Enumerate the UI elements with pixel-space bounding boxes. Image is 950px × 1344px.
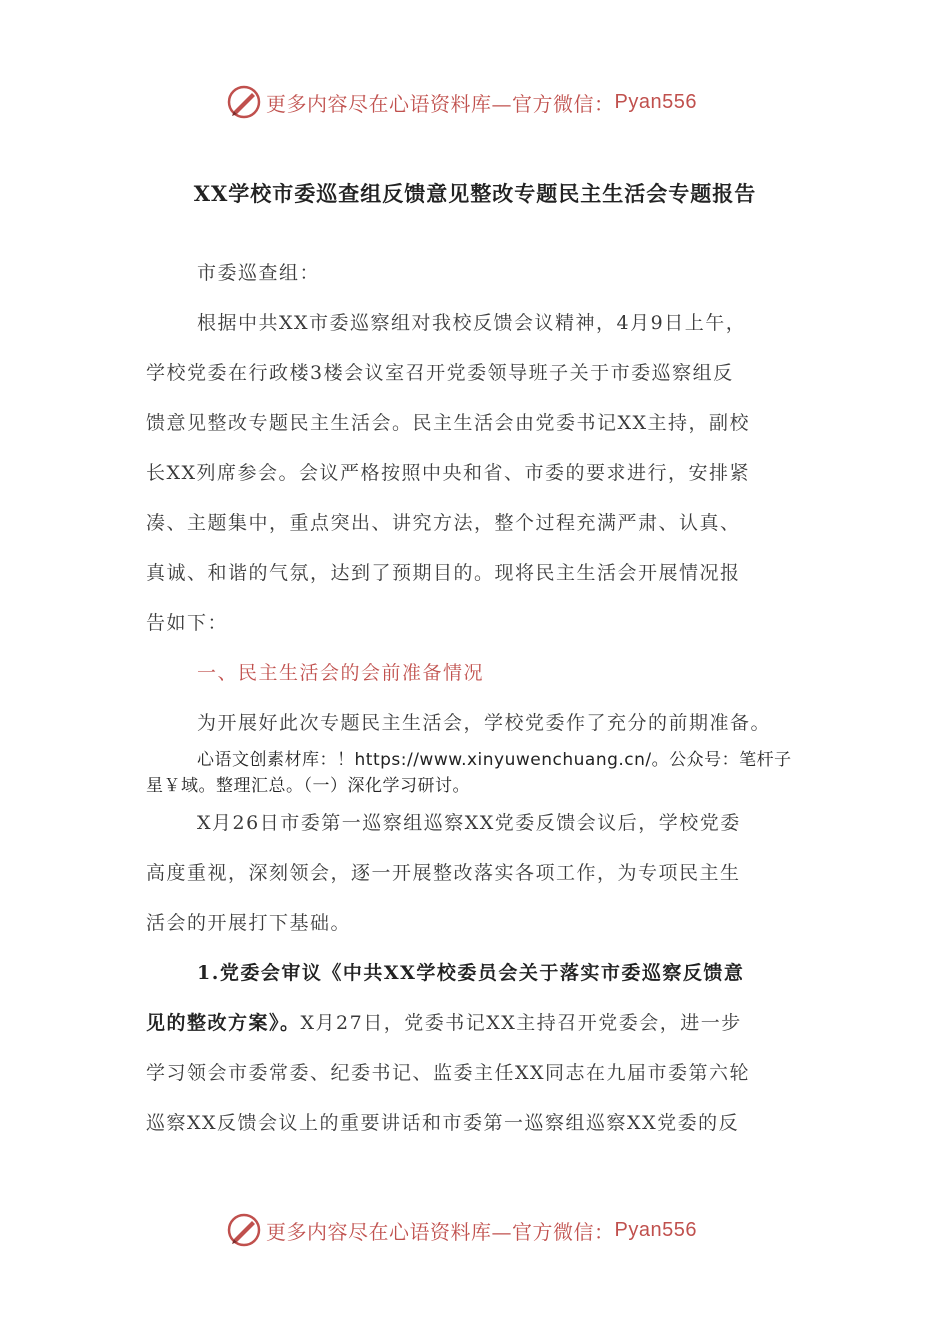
banner-text: 更多内容尽在心语资料库—官方微信： — [266, 1219, 615, 1244]
pen-logo-icon — [226, 84, 262, 120]
paragraph-line: 学校党委在行政楼3楼会议室召开党委领导班子关于市委巡察组反 — [146, 362, 734, 384]
section-heading: 一、民主生活会的会前准备情况 — [197, 662, 485, 684]
paragraph-line: 学习领会市委常委、纪委书记、监委主任XX同志在九届市委第六轮 — [146, 1062, 751, 1084]
paragraph-line: X月26日市委第一巡察组巡察XX党委反馈会议后，学校党委 — [197, 812, 741, 834]
paragraph-line — [146, 1008, 742, 1035]
source-line: 星￥域。整理汇总。（一）深化学习研讨。 — [146, 776, 470, 796]
source-line: 心语文创素材库：！https://www.xinyuwenchuang.cn/。公众号：笔杆子 — [197, 750, 792, 770]
paragraph-line: 活会的开展打下基础。 — [146, 912, 352, 934]
banner-text: 更多内容尽在心语资料库—官方微信： — [266, 91, 615, 116]
paragraph-line: 巡察XX反馈会议上的重要讲话和市委第一巡察组巡察XX党委的反 — [146, 1112, 740, 1134]
paragraph-line: 凑、主题集中，重点突出、讲究方法，整个过程充满严肃、认真、 — [146, 512, 741, 534]
paragraph-line: 为开展好此次专题民主生活会，学校党委作了充分的前期准备。 — [197, 712, 772, 734]
banner-wechat-id: Pyan556 — [614, 1218, 697, 1241]
paragraph-line: 根据中共XX市委巡察组对我校反馈会议精神，4月9日上午， — [197, 312, 747, 334]
paragraph-line: 真诚、和谐的气氛，达到了预期目的。现将民主生活会开展情况报 — [146, 562, 741, 584]
item-heading: 1.党委会审议《中共XX学校委员会关于落实市委巡察反馈意 — [197, 962, 745, 984]
document-title: XX学校市委巡查组反馈意见整改专题民主生活会专题报告 — [193, 181, 757, 206]
banner-wechat-id: Pyan556 — [614, 90, 697, 113]
header-banner — [226, 82, 746, 122]
item-heading-end: 见的整改方案》。 — [146, 1012, 301, 1034]
footer-banner — [226, 1210, 746, 1250]
paragraph-line: 告如下： — [146, 612, 229, 634]
item-text: X月27日，党委书记XX主持召开党委会，进一步 — [300, 1012, 742, 1034]
pen-logo-icon — [226, 1212, 262, 1248]
paragraph-line: 馈意见整改专题民主生活会。民主生活会由党委书记XX主持，副校 — [146, 412, 751, 434]
salutation: 市委巡查组： — [197, 262, 321, 284]
paragraph-line: 高度重视，深刻领会，逐一开展整改落实各项工作，为专项民主生 — [146, 862, 741, 884]
paragraph-line: 长XX列席参会。会议严格按照中央和省、市委的要求进行，安排紧 — [146, 462, 751, 484]
